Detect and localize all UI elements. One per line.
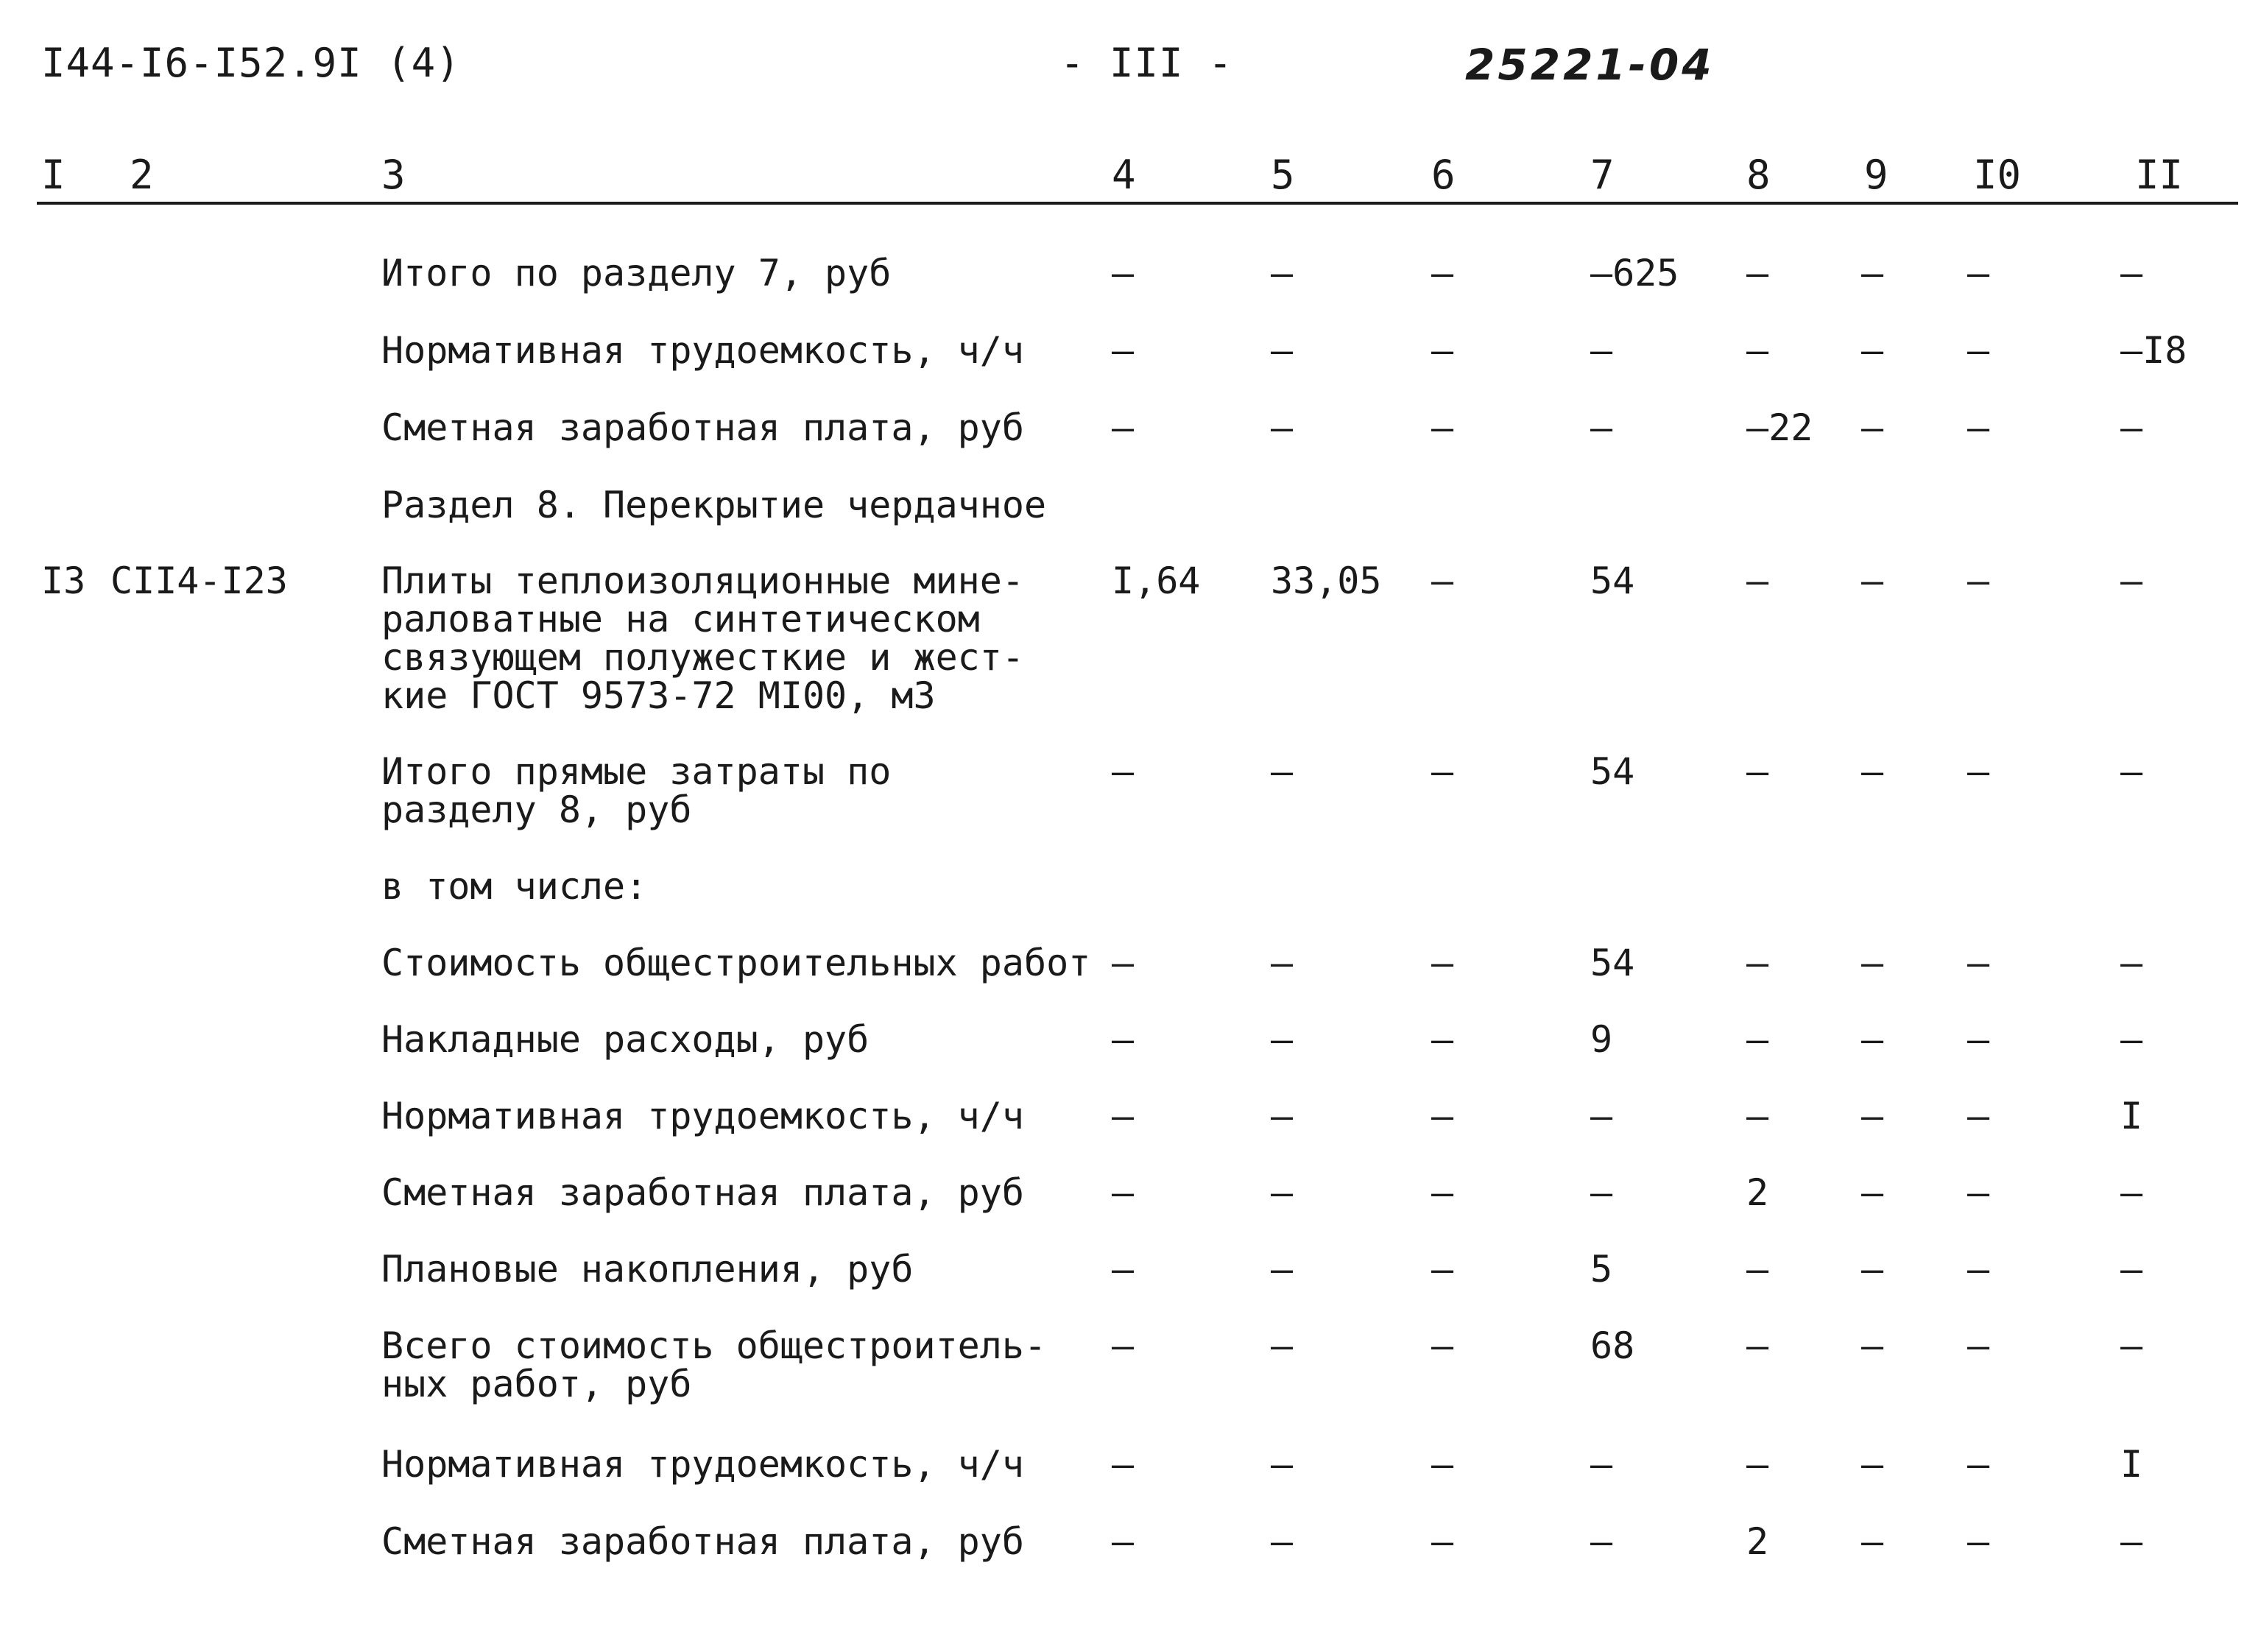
cell-c10: –: [1967, 1443, 1990, 1486]
cell-c7: –: [1590, 406, 1613, 449]
column-number-2: 2: [130, 152, 154, 198]
cell-c11: –: [2120, 1324, 2143, 1367]
cell-c6: –: [1431, 1520, 1454, 1563]
column-number-4: 4: [1112, 152, 1136, 198]
cell-c11: –: [2120, 560, 2143, 602]
row-label: Сметная заработная плата, руб: [381, 406, 1024, 449]
cell-c11: –: [2120, 1018, 2143, 1061]
cell-c11: –: [2120, 1248, 2143, 1291]
cell-c4: –: [1112, 329, 1135, 372]
cell-c5: 33,05: [1271, 560, 1382, 602]
cell-c10: –: [1967, 1095, 1990, 1137]
cell-c8: –: [1746, 1443, 1769, 1486]
cell-c6: –: [1431, 252, 1454, 294]
column-number-11: II: [2135, 152, 2184, 198]
cell-c4: –: [1112, 1248, 1135, 1291]
cell-c11: –: [2120, 252, 2143, 294]
cell-c8: –: [1746, 329, 1769, 372]
column-number-7: 7: [1590, 152, 1615, 198]
cell-c5: –: [1271, 942, 1294, 984]
cell-c7: –: [1590, 329, 1613, 372]
cell-c5: –: [1271, 1095, 1294, 1137]
cell-c5: –: [1271, 750, 1294, 793]
cell-c5: –: [1271, 1520, 1294, 1563]
document-code: I44-I6-I52.9I (4): [41, 40, 461, 86]
row-label: Сметная заработная плата, руб: [381, 1520, 1024, 1563]
cell-c11: –: [2120, 942, 2143, 984]
cell-c9: –: [1861, 406, 1884, 449]
row-label: Нормативная трудоемкость, ч/ч: [381, 1443, 1024, 1486]
cell-c6: –: [1431, 1443, 1454, 1486]
cell-c11: –I8: [2120, 329, 2187, 372]
cell-c11: I: [2120, 1443, 2143, 1486]
cell-c8: –: [1746, 750, 1769, 793]
cell-c9: –: [1861, 560, 1884, 602]
cell-c8: 2: [1746, 1520, 1769, 1563]
cell-c9: –: [1861, 1520, 1884, 1563]
cell-c7: –: [1590, 1095, 1613, 1137]
cell-c8: –: [1746, 1324, 1769, 1367]
row-label: Итого по разделу 7, руб: [381, 252, 892, 294]
cell-c10: –: [1967, 329, 1990, 372]
row-label: Всего стоимость общестроитель- ных работ, руб: [381, 1324, 1047, 1405]
cell-c9: –: [1861, 1095, 1884, 1137]
row-label: Нормативная трудоемкость, ч/ч: [381, 1095, 1024, 1137]
cell-c6: –: [1431, 1324, 1454, 1367]
cell-c8: –: [1746, 1095, 1769, 1137]
cell-c9: –: [1861, 329, 1884, 372]
cell-c6: –: [1431, 329, 1454, 372]
cell-c11: –: [2120, 406, 2143, 449]
column-number-6: 6: [1431, 152, 1456, 198]
cell-c9: –: [1861, 1324, 1884, 1367]
cell-c6: –: [1431, 1095, 1454, 1137]
cell-c10: –: [1967, 406, 1990, 449]
row-label: Сметная заработная плата, руб: [381, 1171, 1024, 1214]
cell-c10: –: [1967, 750, 1990, 793]
cell-c9: –: [1861, 750, 1884, 793]
cell-c10: –: [1967, 1018, 1990, 1061]
cell-c7: 54: [1590, 942, 1635, 984]
cell-c11: –: [2120, 1520, 2143, 1563]
cell-c11: I: [2120, 1095, 2143, 1137]
cell-c2: CII4-I23: [110, 560, 288, 602]
cell-c7: 54: [1590, 750, 1635, 793]
cell-c8: –22: [1746, 406, 1813, 449]
column-number-8: 8: [1746, 152, 1771, 198]
cell-c8: –: [1746, 560, 1769, 602]
cell-c4: –: [1112, 252, 1135, 294]
cell-c7: –: [1590, 1520, 1613, 1563]
cell-c9: –: [1861, 942, 1884, 984]
cell-c7: 68: [1590, 1324, 1635, 1367]
cell-c7: 9: [1590, 1018, 1613, 1061]
cell-c4: –: [1112, 942, 1135, 984]
cell-c4: –: [1112, 1171, 1135, 1214]
cell-c6: –: [1431, 750, 1454, 793]
cell-c6: –: [1431, 406, 1454, 449]
column-number-1: I: [41, 152, 66, 198]
cell-c5: –: [1271, 1248, 1294, 1291]
cell-c6: –: [1431, 942, 1454, 984]
cell-c4: –: [1112, 1520, 1135, 1563]
cell-c11: –: [2120, 1171, 2143, 1214]
cell-c10: –: [1967, 252, 1990, 294]
column-number-10: I0: [1973, 152, 2022, 198]
page-number: - III -: [1060, 40, 1233, 86]
row-label: Нормативная трудоемкость, ч/ч: [381, 329, 1024, 372]
cell-c9: –: [1861, 1171, 1884, 1214]
cell-c10: –: [1967, 1171, 1990, 1214]
cell-c4: –: [1112, 1095, 1135, 1137]
cell-c9: –: [1861, 1443, 1884, 1486]
cell-c4: –: [1112, 1018, 1135, 1061]
cell-c7: –: [1590, 1171, 1613, 1214]
cell-c8: –: [1746, 1248, 1769, 1291]
cell-c7: 5: [1590, 1248, 1613, 1291]
cell-c4: –: [1112, 1324, 1135, 1367]
column-number-3: 3: [381, 152, 406, 198]
cell-c5: –: [1271, 252, 1294, 294]
cell-c6: –: [1431, 560, 1454, 602]
cell-c8: –: [1746, 252, 1769, 294]
cell-c8: 2: [1746, 1171, 1769, 1214]
cell-c4: I,64: [1112, 560, 1201, 602]
cell-c6: –: [1431, 1248, 1454, 1291]
cell-c10: –: [1967, 942, 1990, 984]
cell-c10: –: [1967, 1520, 1990, 1563]
cell-c1: I3: [41, 560, 86, 602]
cell-c10: –: [1967, 1248, 1990, 1291]
cell-c5: –: [1271, 1443, 1294, 1486]
cell-c7: –625: [1590, 252, 1679, 294]
cell-c9: –: [1861, 1248, 1884, 1291]
header-rule: [37, 202, 2238, 205]
column-number-5: 5: [1271, 152, 1295, 198]
row-label: Итого прямые затраты по разделу 8, руб: [381, 750, 892, 831]
cell-c10: –: [1967, 1324, 1990, 1367]
cell-c8: –: [1746, 942, 1769, 984]
cell-c5: –: [1271, 1324, 1294, 1367]
cell-c5: –: [1271, 329, 1294, 372]
cell-c4: –: [1112, 406, 1135, 449]
handwritten-stamp-number: 25221-04: [1465, 40, 1715, 90]
cell-c5: –: [1271, 1171, 1294, 1214]
row-label: Плановые накопления, руб: [381, 1248, 914, 1291]
cell-c5: –: [1271, 406, 1294, 449]
cell-c6: –: [1431, 1018, 1454, 1061]
cell-c7: 54: [1590, 560, 1635, 602]
cell-c6: –: [1431, 1171, 1454, 1214]
row-label: Плиты теплоизоляционные мине- раловатные на синтетическом связующем полужесткие и жест- кие ГОСТ 9573-72 МI00, м3: [381, 560, 1024, 717]
cell-c7: –: [1590, 1443, 1613, 1486]
row-label: Накладные расходы, руб: [381, 1018, 870, 1061]
row-label: в том числе:: [381, 865, 648, 908]
cell-c9: –: [1861, 252, 1884, 294]
cell-c4: –: [1112, 750, 1135, 793]
cell-c11: –: [2120, 750, 2143, 793]
cell-c9: –: [1861, 1018, 1884, 1061]
cell-c5: –: [1271, 1018, 1294, 1061]
row-label: Стоимость общестроительных работ: [381, 942, 1091, 984]
row-label: Раздел 8. Перекрытие чердачное: [381, 484, 1047, 526]
cell-c4: –: [1112, 1443, 1135, 1486]
cell-c8: –: [1746, 1018, 1769, 1061]
column-number-9: 9: [1864, 152, 1888, 198]
cell-c10: –: [1967, 560, 1990, 602]
